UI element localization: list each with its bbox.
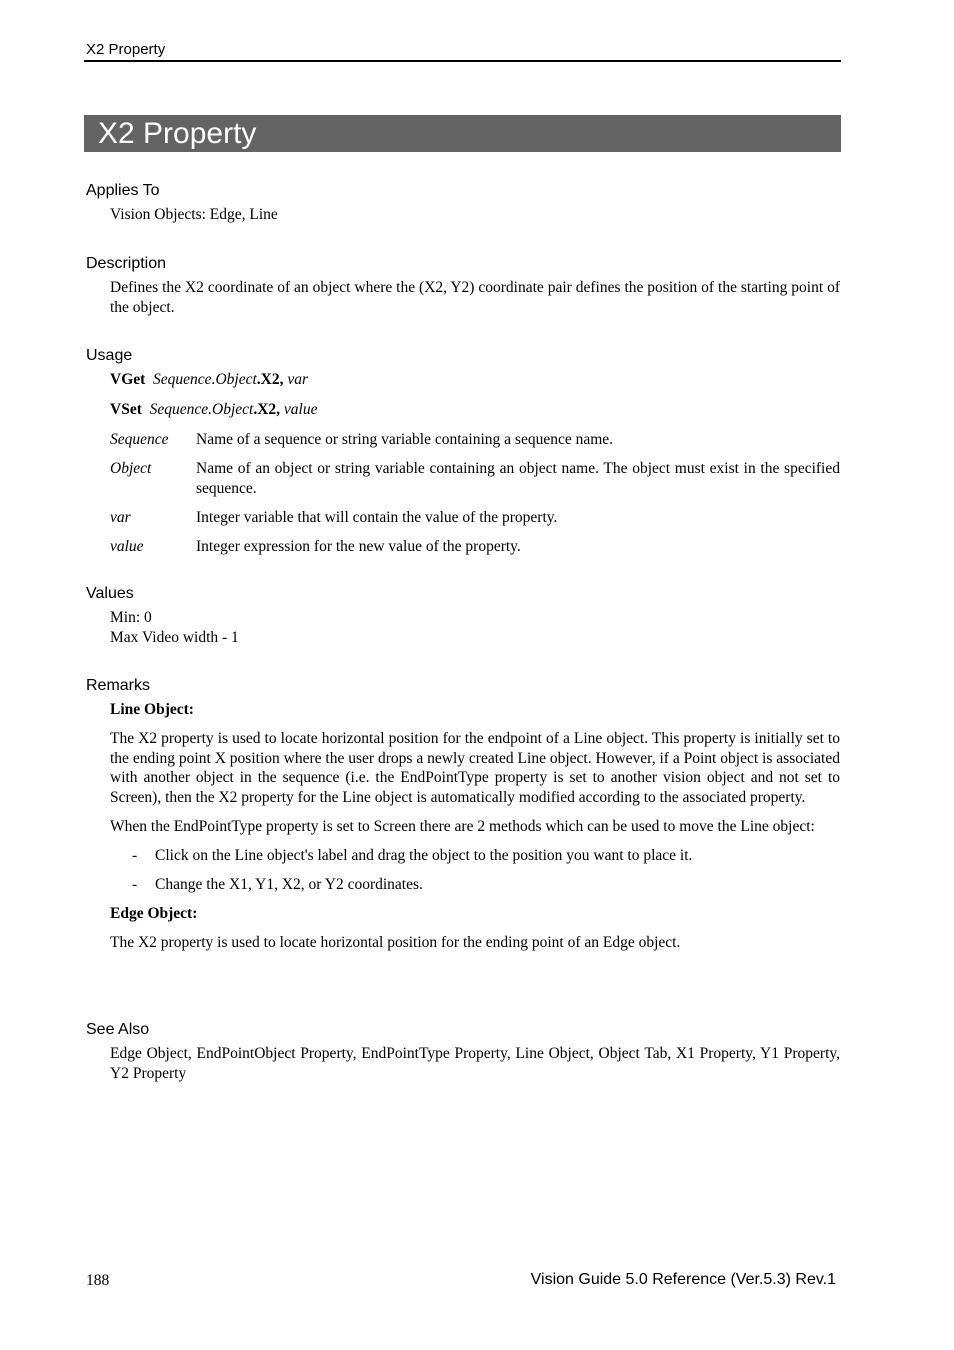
description-heading: Description [86,255,167,272]
line-object-methods-paragraph: When the EndPointType property is set to Screen there are 2 methods which can be used to move the Line object: [110,817,815,835]
usage-vget-line [110,370,840,400]
title-banner [84,115,841,152]
values-max: Max Video width - 1 [110,628,239,646]
list-item [132,875,840,895]
param-row [110,459,840,498]
param-description: Name of a sequence or string variable containing a sequence name. [196,431,614,448]
values-section [86,584,840,647]
footer-document-title: Vision Guide 5.0 Reference (Ver.5.3) Rev.1 [530,1271,836,1288]
param-description: Integer variable that will contain the value of the property. [196,508,558,526]
usage-vset-line [110,400,840,430]
line-object-paragraph: The X2 property is used to locate horizontal position for the endpoint of a Line object. This property is initially set to the ending point X position where the user drops a newly created Line object. However, if a Point object is associated with another object in the sequence (i.e. the EndPointType property is set to another vision object and not set to Screen), then the X2 property for the Line object is automatically modified according to the associated property. [110,730,840,806]
page-title: X2 Property [98,117,257,150]
param-row [110,537,840,557]
applies-to-text: Vision Objects: Edge, Line [110,206,278,223]
bullet-marker: - [132,875,138,893]
usage-command: VGet [110,371,146,388]
list-item-text: Change the X1, Y1, X2, or Y2 coordinates. [155,875,423,893]
edge-object-paragraph: The X2 property is used to locate horizontal position for the ending point of an Edge object. [110,933,681,951]
see-also-section [86,1020,840,1083]
usage-command: VSet [110,401,142,418]
description-section [86,254,840,317]
edge-object-subheading: Edge Object: [110,904,198,922]
values-heading: Values [86,585,134,602]
values-min: Min: 0 [110,609,152,626]
param-name: Sequence [110,431,169,448]
running-header: X2 Property [86,41,166,58]
remarks-heading: Remarks [86,677,151,694]
line-object-subheading: Line Object: [110,701,194,718]
list-item-text: Click on the Line object's label and drag the object to the position you want to place it. [155,846,693,864]
param-name: value [110,537,144,555]
see-also-heading: See Also [86,1021,150,1038]
remarks-section [86,676,840,952]
bullet-marker: - [132,846,138,864]
param-description: Integer expression for the new value of the property. [196,537,521,555]
usage-argument: value [283,401,318,418]
usage-section [86,346,840,566]
applies-to-heading: Applies To [86,182,160,199]
usage-heading: Usage [86,347,133,364]
list-item [132,846,840,866]
param-name: var [110,508,131,526]
usage-argument: var [287,371,309,388]
header-rule [84,60,841,62]
page-number: 188 [86,1272,110,1289]
usage-property: .X2, [253,401,281,418]
see-also-text: Edge Object, EndPointObject Property, EndPointType Property, Line Object, Object Tab, X1 Property, Y1 Property, Y2 Property [110,1045,840,1082]
description-text: Defines the X2 coordinate of an object where the (X2, Y2) coordinate pair defines the position of the starting point of the object. [110,279,840,316]
applies-to-section [86,181,840,225]
usage-sequence-object: Sequence.Object [153,371,257,388]
param-name: Object [110,460,152,477]
param-row [110,430,840,450]
param-row [110,508,840,528]
usage-sequence-object: Sequence.Object [149,401,254,418]
param-description: Name of an object or string variable containing an object name. The object must exist in the specified sequence. [196,460,840,497]
usage-property: .X2, [256,371,284,388]
